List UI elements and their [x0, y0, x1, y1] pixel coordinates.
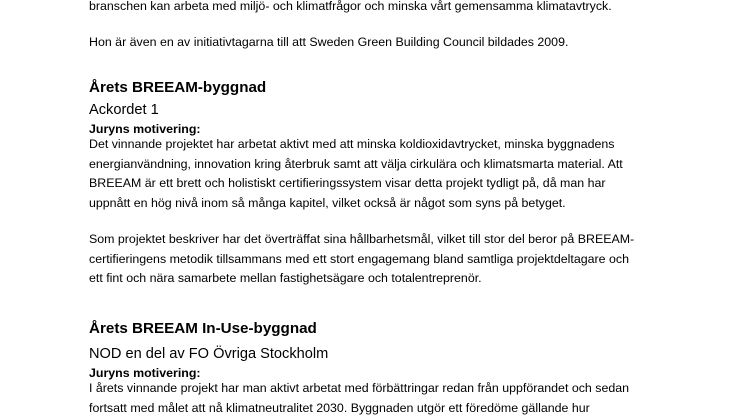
paragraph-line: Det vinnande projektet har arbetat aktivt med att minska koldioxidavtrycket, minska byggnadens [89, 137, 615, 151]
intro-text-line-1 [89, 0, 689, 17]
paragraph-line: I årets vinnande projekt har man aktivt arbetat med förbättringar redan från uppförandet och sedan [89, 381, 630, 395]
jury-label-in-use: Juryns motivering: [89, 366, 201, 380]
breeam-paragraph-1 [89, 135, 689, 213]
paragraph-line: fortsatt med målet att nå klimatneutralitet 2030. Byggnaden utgör ett föredöme gällande hur [89, 400, 590, 415]
paragraph-line: uppnått en hög nivå inom så många kapitel, vilket också är något som syns på betyget. [89, 195, 566, 210]
paragraph-line: energianvändning, innovation kring återbruk samt att välja cirkulära och klimatsmarta material. Att [89, 156, 623, 171]
section-heading-breeam: Årets BREEAM-byggnad [89, 79, 267, 96]
breeam-paragraph-2 [89, 230, 689, 289]
project-name-breeam: Ackordet 1 [89, 102, 159, 118]
intro-line-2: Hon är även en av initiativtagarna till att Sweden Green Building Council bildades 2009. [89, 35, 569, 49]
jury-label-breeam: Juryns motivering: [89, 122, 201, 136]
paragraph-line: Som projektet beskriver har det överträffat sina hållbarhetsmål, vilket till stor del beror på BREEAM- [89, 232, 635, 246]
paragraph-line: certifieringens metodik tillsammans med ett stort engagemang bland samtliga projektdeltagare och [89, 251, 629, 266]
intro-text-line-2 [89, 33, 689, 53]
paragraph-line: BREEAM är ett brett och holistiskt certifieringssystem visar detta projekt tydligt på, då man har [89, 176, 606, 190]
paragraph-line: ett fint och nära samarbete mellan fastighetsägare och totalentreprenör. [89, 271, 482, 285]
project-name-in-use: NOD en del av FO Övriga Stockholm [89, 346, 329, 362]
intro-line-1: branschen kan arbeta med miljö- och klimatfrågor och minska vårt gemensamma klimatavtryck. [89, 0, 612, 13]
section-heading-in-use: Årets BREEAM In-Use-byggnad [89, 320, 317, 337]
in-use-paragraph-1 [89, 379, 689, 418]
